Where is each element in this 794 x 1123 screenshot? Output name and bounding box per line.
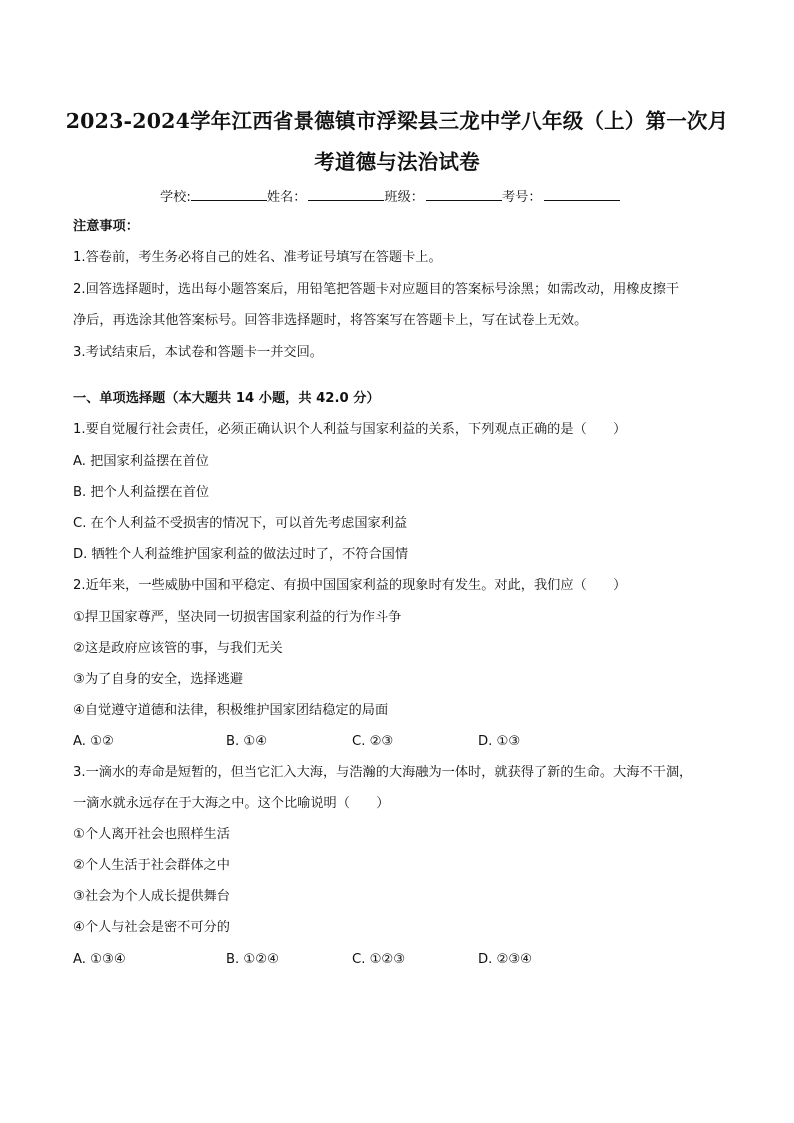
choice-c: C. ①②③ <box>352 952 406 967</box>
choice-b: B. ①④ <box>226 734 268 749</box>
number-blank[interactable] <box>544 187 620 201</box>
notice-item: 3.考试结束后，本试卷和答题卡一并交回。 <box>73 345 323 360</box>
question-stem: 2.近年来，一些威胁中国和平稳定、有损中国国家利益的现象时有发生。对此，我们应（ ） <box>73 578 627 593</box>
choice-a: A. ①③④ <box>73 952 126 967</box>
notice-item: 2.回答选择题时，选出每小题答案后，用铅笔把答题卡对应题目的答案标号涂黑；如需改动，用橡皮擦干 <box>73 282 680 297</box>
answer-option: D. 牺牲个人利益维护国家利益的做法过时了，不符合国情 <box>73 547 409 562</box>
section-heading: 一、单项选择题（本大题共 14 小题，共 42.0 分） <box>73 391 380 406</box>
notice-heading: 注意事项： <box>73 219 139 234</box>
number-label: 考号： <box>501 190 542 205</box>
statement-item: ②这是政府应该管的事，与我们无关 <box>73 641 283 656</box>
notice-item: 1.答卷前，考生务必将自己的姓名、准考证号填写在答题卡上。 <box>73 250 442 265</box>
answer-option: B. 把个人利益摆在首位 <box>73 485 210 500</box>
statement-item: ④自觉遵守道德和法律，积极维护国家团结稳定的局面 <box>73 703 389 718</box>
choice-b: B. ①②④ <box>226 952 279 967</box>
statement-item: ④个人与社会是密不可分的 <box>73 920 230 935</box>
statement-item: ②个人生活于社会群体之中 <box>73 858 230 873</box>
statement-item: ①捍卫国家尊严，坚决同一切损害国家利益的行为作斗争 <box>73 610 402 625</box>
student-info-row <box>160 186 620 205</box>
name-blank[interactable] <box>308 187 384 201</box>
choice-a: A. ①② <box>73 734 114 749</box>
statement-item: ③社会为个人成长提供舞台 <box>73 889 230 904</box>
choice-c: C. ②③ <box>352 734 394 749</box>
choice-d: D. ①③ <box>478 734 521 749</box>
exam-title-line-1: 2023-2024学年江西省景德镇市浮梁县三龙中学八年级（上）第一次月 <box>65 109 729 133</box>
question-stem-continued: 一滴水就永远存在于大海之中。这个比喻说明（ ） <box>73 796 390 811</box>
question-stem: 1.要自觉履行社会责任，必须正确认识个人利益与国家利益的关系，下列观点正确的是（ ） <box>73 422 627 437</box>
choice-d: D. ②③④ <box>478 952 533 967</box>
answer-option: A. 把国家利益摆在首位 <box>73 454 209 469</box>
statement-item: ①个人离开社会也照样生活 <box>73 827 230 842</box>
notice-item: 净后，再选涂其他答案标号。回答非选择题时，将答案写在答题卡上，写在试卷上无效。 <box>73 313 588 328</box>
question-stem: 3.一滴水的寿命是短暂的，但当它汇入大海，与浩瀚的大海融为一体时，就获得了新的生命。大海不干涸， <box>73 765 693 780</box>
class-label: 班级： <box>384 190 424 205</box>
class-blank[interactable] <box>426 187 502 201</box>
exam-title-line-2: 考道德与法治试卷 <box>314 150 480 174</box>
statement-item: ③为了自身的安全，选择逃避 <box>73 672 244 687</box>
answer-option: C. 在个人利益不受损害的情况下，可以首先考虑国家利益 <box>73 516 408 531</box>
school-label: 学校: <box>160 190 191 205</box>
name-label: 姓名： <box>266 190 307 205</box>
school-blank[interactable] <box>191 187 267 201</box>
